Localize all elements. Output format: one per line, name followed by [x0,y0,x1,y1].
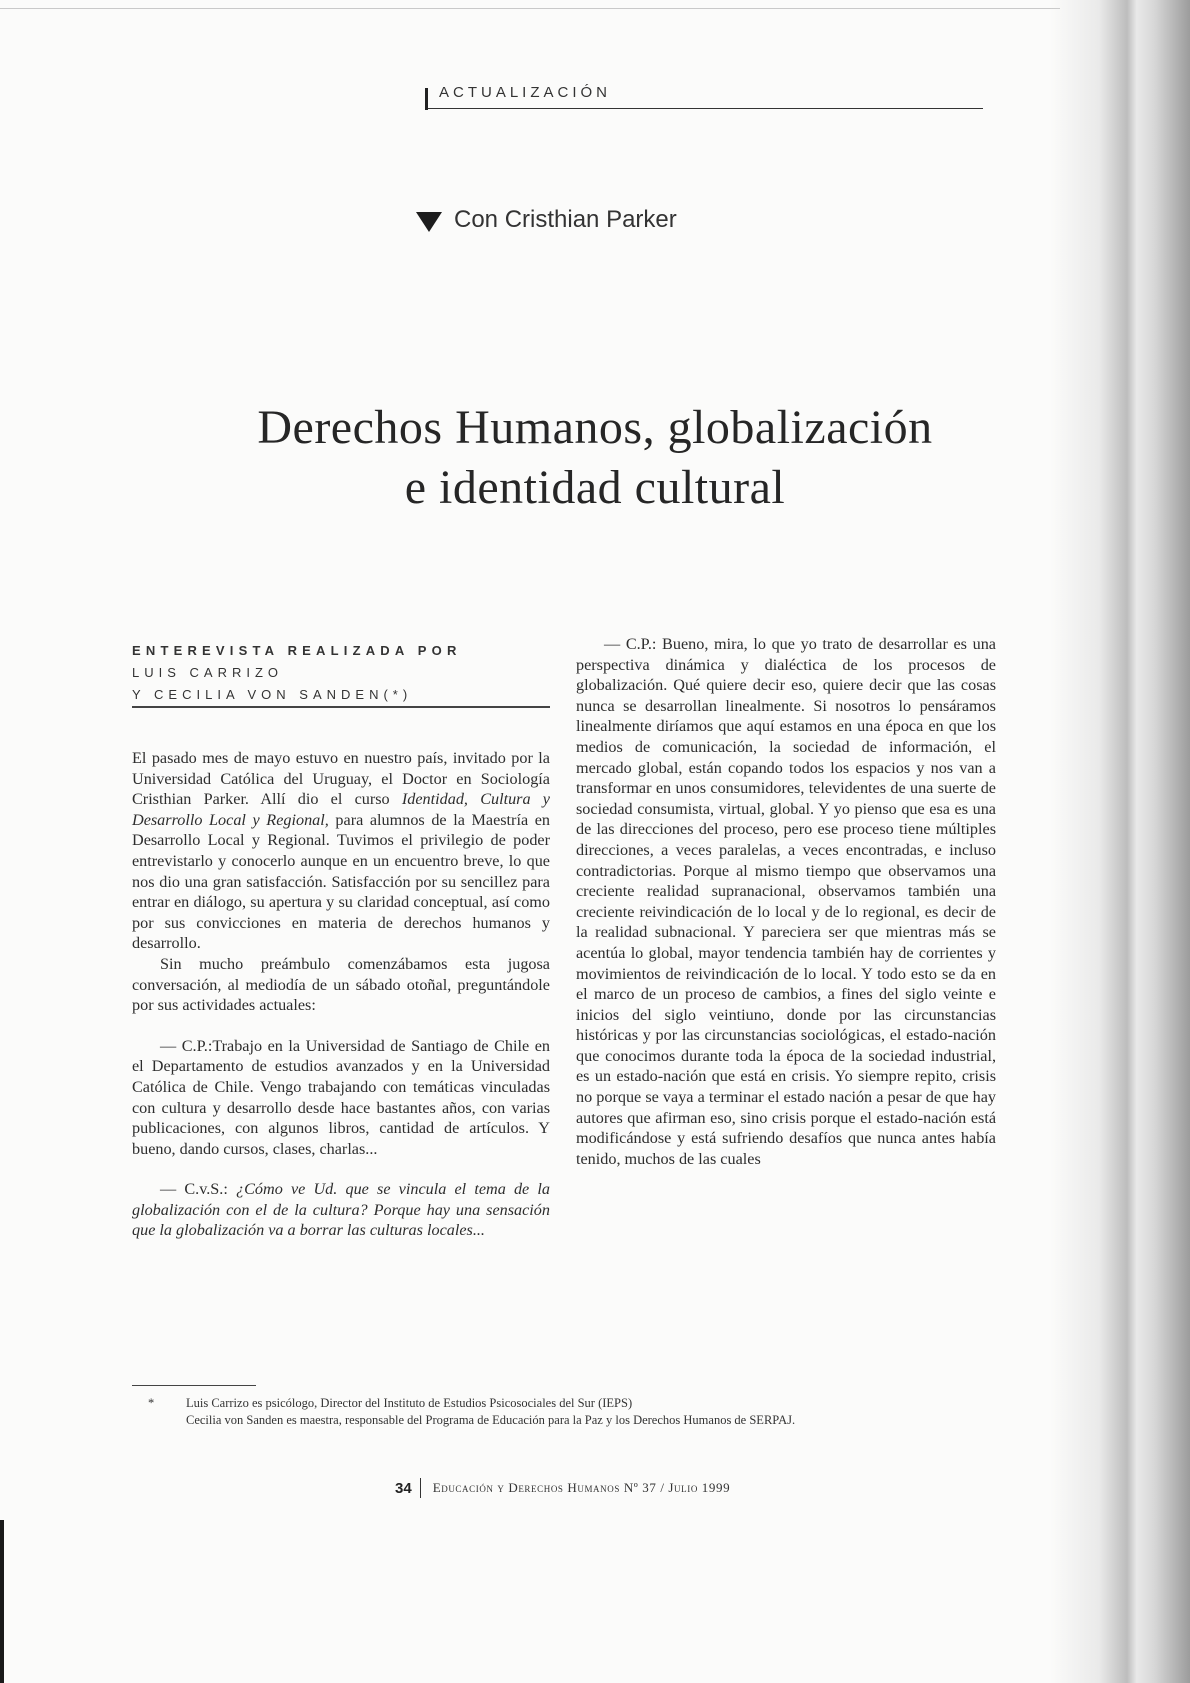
footnote-rule [132,1385,256,1386]
page-footer [395,1478,995,1498]
credits-rule [132,706,550,708]
answer-paragraph-2: — C.P.: Bueno, mira, lo que yo trato de desarrollar es una perspectiva dinámica y dialéctica de los procesos de globalización. Qué quiere decir eso, quiere decir que las cosas nunca se desarrollan linealmente. Si nosotros lo pensáramos linealmente diríamos que aquí estamos en una época en que los medios de comunicación, la sociedad de información, el mercado global, están copando todos los espacios y nos van a transformar en unos consumidores, televidentes de una suerte de sociedad consumista, virtual, global. Y yo pienso que esa es una de las direcciones del proceso, pero ese proceso tiene múltiples direcciones, a veces paralelas, a veces encontradas, e incluso contradictorias. Porque al mismo tiempo que observamos una creciente realidad supranacional, observamos también una creciente reivindicación de lo local y de lo regional, es decir de la realidad subnacional. Y pareciera ser que mientras más se acentúa lo global, mayor tendencia también hay de corrientes y movimientos de reivindicación de lo local. Y todo esto se da en el marco de un proceso de cambios, a fines del siglo veinte e inicios del siglo veintiuno, donde por las circunstancias históricas y por las circunstancias sociológicas, el estado-nación que conocimos durante toda la época de la sociedad industrial, es un estado-nación que está en crisis. Yo siempre repito, crisis no porque se vaya a terminar el estado nación a pesar de que hay autores que afirman eso, sino crisis porque el estado-nación está modificándose y está sufriendo desafíos que nunca antes había tenido, muchos de las cuales [576,635,996,1168]
byline-text: Con Cristhian Parker [454,206,677,233]
page-number: 34 [395,1479,412,1497]
footnote-line-2: Cecilia von Sanden es maestra, responsable del Programa de Educación para la Paz y los Derechos Humanos de SERPAJ. [186,1413,796,1427]
footnote [148,1395,1012,1429]
course-title: Identidad, Cultura y Desarrollo Local y Regional, [132,790,550,829]
section-label: ACTUALIZACIÓN [439,84,612,101]
footnote-mark: * [148,1396,155,1410]
footnote-line-1: Luis Carrizo es psicólogo, Director del Instituto de Estudios Psicosociales del Sur (IEPS) [186,1396,633,1410]
top-scan-line [0,8,1060,9]
question-text: ¿Cómo ve Ud. que se vincula el tema de la globalización con el de la cultura? Porque hay una sensación que la globalización va a borrar las culturas locales... [132,1180,551,1240]
credit-line-2: LUIS CARRIZO [132,665,284,680]
section-header [425,84,983,109]
answer-paragraph-1: — C.P.:Trabajo en la Universidad de Santiago de Chile en el Departamento de estudios avanzados y en la Universidad Católica de Chile. Vengo trabajando con temáticas vinculadas con cultura y desarrollo desde hace bastantes años, con varias publicaciones, con algunos libros, cantidad de artículos. Y bueno, dando cursos, clases, charlas... [132,1036,550,1158]
footer-divider [420,1478,421,1498]
question-speaker: — C.v.S.: [160,1180,228,1199]
interview-credits [132,640,550,706]
triangle-down-icon [416,212,442,232]
scan-edge-shadow [1050,0,1190,1683]
left-column [132,748,550,1241]
right-column [576,634,996,1169]
section-marker-bar [425,88,428,110]
intro-paragraph [132,748,550,954]
credit-line-1: ENTEREVISTA REALIZADA POR [132,643,462,658]
title-line-1: Derechos Humanos, globalización [257,401,933,454]
journal-reference: Educación y Derechos Humanos Nº 37 / Julio 1999 [432,1480,731,1495]
lead-in-paragraph: Sin mucho preámbulo comenzábamos esta jugosa conversación, al mediodía de un sábado otoñal, preguntándole por sus actividades actuales: [132,954,550,1015]
credit-line-3: Y CECILIA VON SANDEN(*) [132,687,413,702]
byline [416,206,677,234]
title-line-2: e identidad cultural [404,461,786,514]
article-title [100,398,1090,518]
question-paragraph [132,1179,550,1241]
intro-text-rest: para alumnos de la Maestría en Desarrollo Local y Regional. Tuvimos el privilegio de poder entrevistarlo y conocerlo aunque en un encuentro breve, lo que nos dio una gran satisfacción. Satisfacción por su sencillez para entrar en diálogo, su apertura y su claridad conceptual, así como por sus convicciones en materia de derechos humanos y desarrollo. [132,810,551,953]
intro-text: El pasado mes de mayo estuvo en nuestro país, invitado por la Universidad Católica del Uruguay, el Doctor en Sociología Cristhian Parker. Allí dio el curso [132,749,550,809]
scan-left-mark [0,1520,4,1683]
